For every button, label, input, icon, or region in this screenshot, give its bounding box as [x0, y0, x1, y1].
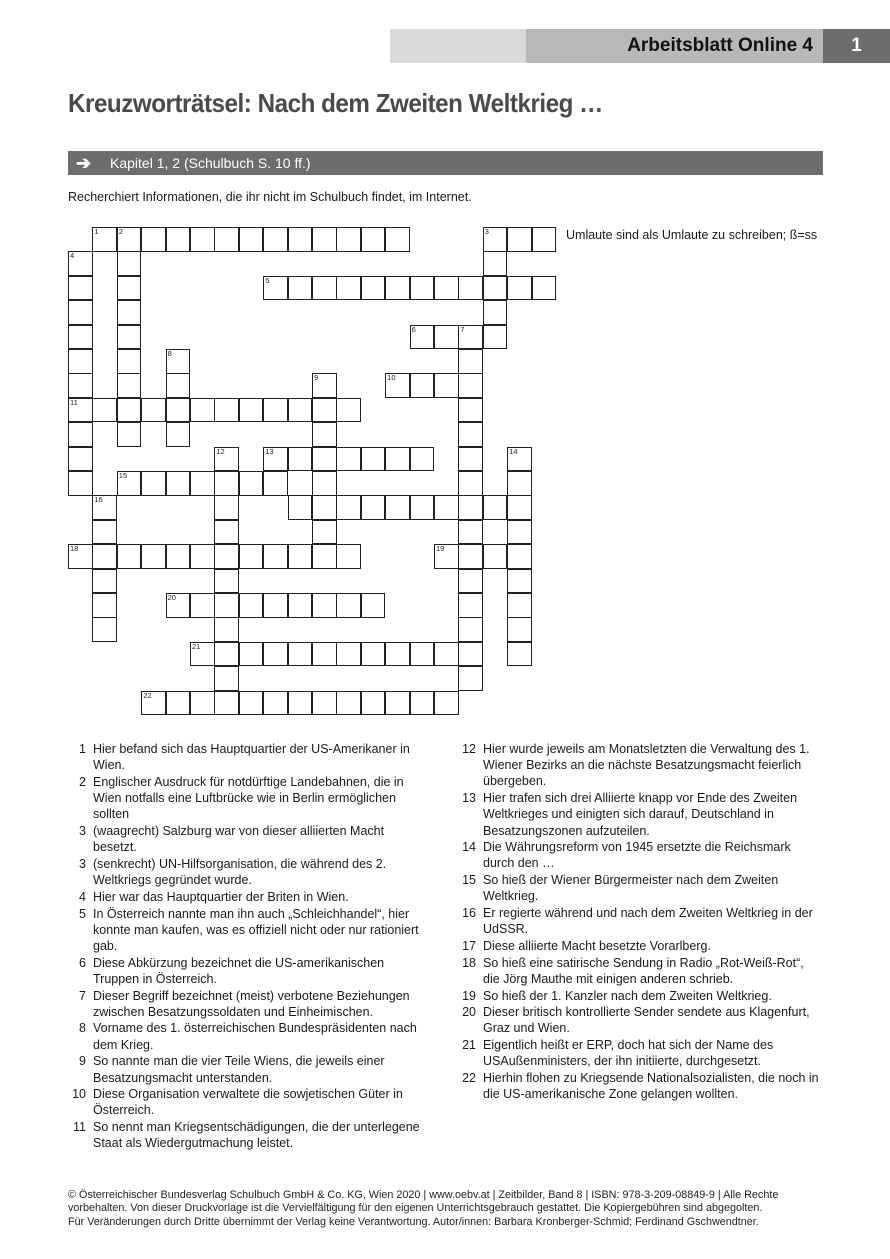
crossword-cell[interactable]	[214, 520, 239, 545]
footer-copyright	[68, 1189, 828, 1229]
crossword-cell[interactable]	[190, 471, 215, 496]
clue-item	[450, 790, 820, 839]
clue-number: 22	[462, 1071, 476, 1086]
crossword-cell[interactable]	[117, 398, 142, 423]
clue-item	[60, 1020, 420, 1052]
crossword-cell[interactable]	[263, 642, 288, 667]
crossword-cell[interactable]	[239, 642, 264, 667]
crossword-cell[interactable]	[214, 593, 239, 618]
crossword-cell[interactable]	[166, 227, 191, 252]
crossword-cell[interactable]	[385, 642, 410, 667]
crossword-cell[interactable]	[288, 398, 313, 423]
crossword-cell[interactable]	[532, 227, 557, 252]
clue-number: 2	[118, 227, 123, 236]
crossword-cell[interactable]	[507, 520, 532, 545]
clue-number: 14	[462, 840, 476, 855]
crossword-cell[interactable]	[166, 544, 191, 569]
crossword-cell[interactable]	[458, 325, 483, 350]
crossword-cell[interactable]	[458, 642, 483, 667]
clue-item	[450, 905, 820, 937]
crossword-cell[interactable]	[336, 593, 361, 618]
clue-number: 1	[94, 227, 99, 236]
crossword-cell[interactable]	[312, 373, 337, 398]
crossword-cell[interactable]	[239, 227, 264, 252]
crossword-cell[interactable]	[166, 398, 191, 423]
crossword-cell[interactable]	[507, 544, 532, 569]
crossword-cell[interactable]	[507, 569, 532, 594]
crossword-cell[interactable]	[336, 276, 361, 301]
clue-number: 21	[462, 1038, 476, 1053]
footer-line: © Österreichischer Bundesverlag Schulbuch GmbH & Co. KG, Wien 2020 | www.oebv.at | Zeitbilder, Band 8 | ISBN: 978-3-209-08849-9 | Alle Rechte	[68, 1189, 779, 1201]
crossword-cell[interactable]	[68, 251, 93, 276]
clue-number: 3	[484, 227, 489, 236]
clue-text: So nannte man die vier Teile Wiens, die jeweils einer Besatzungsmacht unterstanden.	[93, 1054, 385, 1085]
crossword-cell[interactable]	[507, 471, 532, 496]
crossword-cell[interactable]	[410, 373, 435, 398]
crossword-cell[interactable]	[141, 691, 166, 716]
crossword-cell[interactable]	[141, 471, 166, 496]
crossword-cell[interactable]	[263, 447, 288, 472]
crossword-cell[interactable]	[410, 276, 435, 301]
crossword-cell[interactable]	[410, 642, 435, 667]
crossword-cell[interactable]	[458, 617, 483, 642]
clue-number: 18	[70, 544, 79, 554]
clue-text: Diese Abkürzung bezeichnet die US-amerikanischen Truppen in Österreich.	[93, 955, 385, 986]
clue-number: 4	[70, 251, 75, 261]
clue-text: Die Währungsreform von 1945 ersetzte die Reichsmark durch den …	[483, 840, 791, 871]
clue-number: 15	[118, 471, 128, 480]
crossword-cell[interactable]	[117, 325, 142, 350]
crossword-cell[interactable]	[92, 227, 117, 252]
crossword-cell[interactable]	[312, 520, 337, 545]
clue-number: 4	[79, 889, 86, 904]
instruction-text: Recherchiert Informationen, die ihr nicht im Schulbuch findet, im Internet.	[68, 190, 472, 204]
clue-item	[60, 1053, 420, 1085]
clue-text: Eigentlich heißt er ERP, doch hat sich der Name des USAußenministers, der ihn initiierte, durchgesetzt.	[483, 1038, 774, 1069]
crossword-cell[interactable]	[434, 642, 459, 667]
clue-text: Dieser britisch kontrollierte Sender sendete aus Klagenfurt, Graz und Wien.	[483, 1005, 810, 1036]
crossword-cell[interactable]	[361, 276, 386, 301]
crossword-cell[interactable]	[458, 447, 483, 472]
crossword-cell[interactable]	[263, 227, 288, 252]
clue-item	[60, 906, 420, 955]
crossword-cell[interactable]	[68, 276, 93, 301]
crossword-cell[interactable]	[68, 471, 93, 496]
crossword-cell[interactable]	[68, 300, 93, 325]
crossword-cell[interactable]	[434, 691, 459, 716]
crossword-cell[interactable]	[336, 398, 361, 423]
crossword-cell[interactable]	[214, 642, 239, 667]
clue-text: So hieß der Wiener Bürgermeister nach dem Zweiten Weltkrieg.	[483, 873, 779, 904]
crossword-cell[interactable]	[190, 642, 215, 667]
crossword-cell[interactable]	[263, 276, 288, 301]
crossword-cell[interactable]	[507, 495, 532, 520]
crossword-cell[interactable]	[361, 447, 386, 472]
crossword-cell[interactable]	[239, 544, 264, 569]
clue-item	[60, 741, 420, 773]
crossword-cell[interactable]	[214, 447, 239, 472]
clue-item	[450, 938, 820, 954]
crossword-cell[interactable]	[312, 691, 337, 716]
page-number: 1	[823, 29, 890, 63]
crossword-cell[interactable]	[458, 349, 483, 374]
clue-number: 11	[70, 397, 78, 407]
clue-number: 9	[79, 1054, 86, 1069]
crossword-cell[interactable]	[263, 471, 288, 496]
crossword-cell[interactable]	[312, 642, 337, 667]
clue-item	[450, 839, 820, 871]
clue-text: So hieß eine satirische Sendung in Radio „Rot-Weiß-Rot“, die Jörg Mauthe mit einigen anderen schrieb.	[483, 955, 804, 986]
crossword-cell[interactable]	[288, 593, 313, 618]
crossword-cell[interactable]	[117, 227, 142, 252]
page-title: Kreuzworträtsel: Nach dem Zweiten Weltkrieg …	[68, 88, 603, 118]
crossword-cell[interactable]	[288, 227, 313, 252]
clue-item	[450, 955, 820, 987]
crossword-cell[interactable]	[214, 617, 239, 642]
clue-number: 3	[79, 824, 86, 839]
crossword-cell[interactable]	[458, 569, 483, 594]
clue-text: (senkrecht) UN-Hilfsorganisation, die während des 2. Weltkriegs gegründet wurde.	[93, 856, 387, 888]
crossword-cell[interactable]	[434, 373, 459, 398]
clue-item	[450, 1004, 820, 1036]
clue-text: So hieß der 1. Kanzler nach dem Zweiten Weltkrieg.	[483, 988, 772, 1003]
crossword-cell[interactable]	[312, 495, 337, 520]
clue-text: Hier befand sich das Hauptquartier der US-Amerikaner in Wien.	[93, 742, 410, 773]
crossword-cell[interactable]	[336, 227, 361, 252]
header-band-light	[390, 29, 526, 63]
crossword-cell[interactable]	[361, 691, 386, 716]
crossword-cell[interactable]	[434, 325, 459, 350]
crossword-cell[interactable]	[336, 495, 361, 520]
crossword-cell[interactable]	[434, 276, 459, 301]
crossword-cell[interactable]	[312, 471, 337, 496]
crossword-cell[interactable]	[288, 642, 313, 667]
crossword-cell[interactable]	[263, 593, 288, 618]
crossword-cell[interactable]	[190, 227, 215, 252]
section-label: Kapitel 1, 2 (Schulbuch S. 10 ff.)	[110, 155, 311, 171]
crossword-cell[interactable]	[410, 495, 435, 520]
clue-number: 13	[462, 791, 476, 806]
crossword-cell[interactable]	[483, 251, 508, 276]
clue-number: 8	[167, 349, 172, 358]
clue-text: Vorname des 1. österreichischen Bundespräsidenten nach dem Krieg.	[93, 1021, 417, 1052]
crossword-cell[interactable]	[166, 471, 191, 496]
clue-number: 10	[72, 1087, 86, 1102]
crossword-cell[interactable]	[483, 276, 508, 301]
crossword-cell[interactable]	[214, 666, 239, 691]
crossword-cell[interactable]	[117, 422, 142, 447]
clue-item	[450, 988, 820, 1004]
crossword-cell[interactable]	[288, 495, 313, 520]
crossword-cell[interactable]	[68, 325, 93, 350]
crossword-cell[interactable]	[458, 495, 483, 520]
crossword-cell[interactable]	[312, 398, 337, 423]
crossword-cell[interactable]	[68, 373, 93, 398]
clue-text: So nennt man Kriegsentschädigungen, die der unterlegene Staat als Wiedergutmachung leistet.	[93, 1120, 420, 1151]
worksheet-label: Arbeitsblatt Online 4	[526, 29, 823, 63]
crossword-cell[interactable]	[458, 276, 483, 301]
crossword-cell[interactable]	[507, 227, 532, 252]
crossword-cell[interactable]	[239, 593, 264, 618]
crossword-cell[interactable]	[214, 691, 239, 716]
clue-item	[450, 741, 820, 790]
crossword-cell[interactable]	[361, 593, 386, 618]
crossword-cell[interactable]	[288, 544, 313, 569]
clue-number: 8	[79, 1021, 86, 1036]
crossword-cell[interactable]	[312, 544, 337, 569]
clue-item	[60, 889, 420, 905]
crossword-cell[interactable]	[483, 495, 508, 520]
clue-item	[450, 872, 820, 904]
crossword-cell[interactable]	[117, 276, 142, 301]
crossword-cell[interactable]	[361, 495, 386, 520]
crossword-cell[interactable]	[507, 642, 532, 667]
crossword-cell[interactable]	[385, 276, 410, 301]
footer-line: Für Veränderungen durch Dritte übernimmt der Verlag keine Verantwortung. Autor/innen: Barbara Kronberger-Schmid; Ferdinand Gschwendtner.	[68, 1215, 759, 1228]
clue-item	[60, 1086, 420, 1118]
crossword-cell[interactable]	[68, 447, 93, 472]
crossword-cell[interactable]	[288, 276, 313, 301]
clue-number: 14	[509, 446, 518, 456]
crossword-cell[interactable]	[117, 373, 142, 398]
crossword-cell[interactable]	[385, 447, 410, 472]
crossword-cell[interactable]	[312, 422, 337, 447]
crossword-cell[interactable]	[458, 422, 483, 447]
crossword-cell[interactable]	[214, 544, 239, 569]
crossword-cell[interactable]	[263, 691, 288, 716]
crossword-cell[interactable]	[92, 544, 117, 569]
clue-number: 19	[436, 544, 445, 554]
clue-number: 19	[462, 988, 476, 1003]
crossword-cell[interactable]	[141, 544, 166, 569]
clue-item	[60, 823, 420, 855]
crossword-cell[interactable]	[410, 447, 435, 472]
clue-item	[60, 774, 420, 823]
clue-item	[60, 856, 420, 888]
clue-text: Englischer Ausdruck für notdürftige Landebahnen, die in Wien notfalls eine Luftbrücke wie in Berlin ermöglichen sollten	[93, 774, 404, 822]
crossword-cell[interactable]	[361, 642, 386, 667]
clue-number: 1	[79, 742, 86, 756]
crossword-cell[interactable]	[483, 227, 508, 252]
crossword-cell[interactable]	[385, 373, 410, 398]
clue-text: Hierhin flohen zu Kriegsende Nationalsozialisten, die noch in die US-amerikanische Zone gelangen wollten.	[483, 1071, 819, 1102]
clue-number: 7	[79, 988, 86, 1003]
crossword-cell[interactable]	[190, 544, 215, 569]
crossword-cell[interactable]	[312, 447, 337, 472]
clue-number: 5	[265, 275, 270, 285]
section-bar	[68, 151, 823, 175]
clue-text: Dieser Begriff bezeichnet (meist) verbotene Beziehungen zwischen Besatzungssoldaten und Einheimischen.	[93, 988, 410, 1019]
clue-number: 18	[462, 955, 476, 970]
crossword-cell[interactable]	[141, 227, 166, 252]
crossword-cell[interactable]	[92, 398, 117, 423]
crossword-cell[interactable]	[410, 325, 435, 350]
crossword-cell[interactable]	[458, 373, 483, 398]
crossword-cell[interactable]	[263, 398, 288, 423]
crossword-cell[interactable]	[239, 471, 264, 496]
crossword-cell[interactable]	[507, 447, 532, 472]
clue-text: (waagrecht) Salzburg war von dieser alliierten Macht besetzt.	[93, 824, 385, 855]
crossword-cell[interactable]	[117, 300, 142, 325]
crossword-cell[interactable]	[214, 471, 239, 496]
crossword-cell[interactable]	[483, 544, 508, 569]
crossword-cell[interactable]	[288, 691, 313, 716]
crossword-cell[interactable]	[385, 495, 410, 520]
clue-item	[60, 988, 420, 1020]
crossword-cell[interactable]	[190, 593, 215, 618]
crossword-cell[interactable]	[483, 300, 508, 325]
crossword-cell[interactable]	[239, 398, 264, 423]
crossword-cell[interactable]	[166, 422, 191, 447]
crossword-cell[interactable]	[190, 691, 215, 716]
clue-text: Hier war das Hauptquartier der Briten in Wien.	[93, 889, 349, 904]
crossword-cell[interactable]	[458, 520, 483, 545]
clue-number: 7	[460, 324, 465, 334]
crossword-cell[interactable]	[312, 593, 337, 618]
crossword-cell[interactable]	[385, 691, 410, 716]
crossword-cell[interactable]	[92, 520, 117, 545]
crossword-cell[interactable]	[117, 251, 142, 276]
crossword-cell[interactable]	[458, 593, 483, 618]
clue-number: 20	[167, 593, 176, 602]
footer-line: vorbehalten. Von dieser Druckvorlage ist die Vervielfältigung für den eigenen Unterrichtsgebrauch gestattet. Die Kopiergebühren sind abgegolten.	[68, 1202, 763, 1215]
clue-text: In Österreich nannte man ihn auch „Schleichhandel“, hier konnte man kaufen, was es offiziell nicht oder nur rationiert gab.	[93, 906, 419, 953]
crossword-cell[interactable]	[68, 544, 93, 569]
crossword-cell[interactable]	[336, 544, 361, 569]
crossword-cell[interactable]	[458, 471, 483, 496]
clue-item	[450, 1037, 820, 1069]
crossword-cell[interactable]	[166, 373, 191, 398]
clue-number: 10	[387, 373, 396, 383]
crossword-cell[interactable]	[434, 495, 459, 520]
crossword-cell[interactable]	[507, 593, 532, 618]
clue-number: 16	[462, 906, 476, 921]
crossword-cell[interactable]	[239, 691, 264, 716]
crossword-cell[interactable]	[507, 617, 532, 642]
clue-number: 20	[462, 1005, 476, 1020]
clue-number: 22	[143, 690, 152, 700]
crossword-cell[interactable]	[361, 227, 386, 252]
crossword-cell[interactable]	[532, 276, 557, 301]
clue-item	[60, 1119, 420, 1151]
crossword-cell[interactable]	[458, 666, 483, 691]
clue-list-right	[450, 741, 820, 1103]
crossword-cell[interactable]	[117, 471, 142, 496]
crossword-cell[interactable]	[166, 691, 191, 716]
clue-text: Diese alliierte Macht besetzte Vorarlberg.	[483, 938, 711, 953]
clue-number: 15	[462, 873, 476, 888]
crossword-cell[interactable]	[434, 544, 459, 569]
crossword-cell[interactable]	[214, 398, 239, 423]
clue-item	[60, 955, 420, 987]
crossword-cell[interactable]	[336, 691, 361, 716]
crossword-cell[interactable]	[92, 593, 117, 618]
clue-number: 6	[79, 955, 86, 970]
crossword-cell[interactable]	[141, 398, 166, 423]
clue-number: 17	[462, 938, 476, 953]
crossword-cell[interactable]	[385, 227, 410, 252]
crossword-cell[interactable]	[336, 447, 361, 472]
clue-number: 6	[411, 324, 416, 334]
crossword-cell[interactable]	[68, 349, 93, 374]
clue-text: Hier wurde jeweils am Monatsletzten die Verwaltung des 1. Wiener Bezirks an die nächste Besatzungsmacht feierlich übergeben.	[483, 742, 810, 789]
crossword-cell[interactable]	[117, 544, 142, 569]
crossword-cell[interactable]	[166, 349, 191, 374]
clue-number: 2	[79, 774, 86, 789]
clue-number: 13	[265, 446, 274, 456]
crossword-cell[interactable]	[68, 398, 93, 423]
clue-text: Diese Organisation verwaltete die sowjetischen Güter in Österreich.	[93, 1087, 403, 1118]
clue-number: 9	[314, 373, 319, 383]
clue-number: 5	[79, 906, 86, 921]
crossword-cell[interactable]	[92, 617, 117, 642]
clue-number: 16	[94, 495, 103, 505]
arrow-right-icon: ➔	[76, 153, 92, 173]
clue-text: Er regierte während und nach dem Zweiten Weltkrieg in der UdSSR.	[483, 906, 813, 937]
crossword-cell[interactable]	[336, 642, 361, 667]
crossword-cell[interactable]	[117, 349, 142, 374]
crossword-cell[interactable]	[214, 569, 239, 594]
clue-list-left	[60, 741, 420, 1152]
crossword-cell[interactable]	[507, 276, 532, 301]
clue-number: 12	[462, 742, 476, 756]
crossword-cell[interactable]	[458, 398, 483, 423]
crossword-cell[interactable]	[92, 495, 117, 520]
crossword-cell[interactable]	[214, 227, 239, 252]
clue-number: 11	[73, 1120, 86, 1135]
crossword-cell[interactable]	[483, 325, 508, 350]
crossword-cell[interactable]	[92, 569, 117, 594]
crossword-cell[interactable]	[410, 691, 435, 716]
crossword-cell[interactable]	[458, 544, 483, 569]
crossword-cell[interactable]	[288, 447, 313, 472]
crossword-cell[interactable]	[263, 544, 288, 569]
crossword-cell[interactable]	[312, 227, 337, 252]
crossword-cell[interactable]	[190, 398, 215, 423]
clue-text: Hier trafen sich drei Alliierte knapp vor Ende des Zweiten Weltkrieges und einigten sich darauf, Deutschland in Besatzungszonen aufzuteilen.	[483, 791, 798, 838]
crossword-cell[interactable]	[214, 495, 239, 520]
clue-number: 21	[192, 641, 201, 651]
crossword-cell[interactable]	[166, 593, 191, 618]
crossword-cell[interactable]	[68, 422, 93, 447]
clue-item	[450, 1070, 820, 1102]
clue-number: 12	[216, 446, 225, 456]
clue-number: 3	[79, 856, 86, 871]
crossword-cell[interactable]	[312, 276, 337, 301]
umlaut-note: Umlaute sind als Umlaute zu schreiben; ß=ss	[566, 228, 818, 242]
